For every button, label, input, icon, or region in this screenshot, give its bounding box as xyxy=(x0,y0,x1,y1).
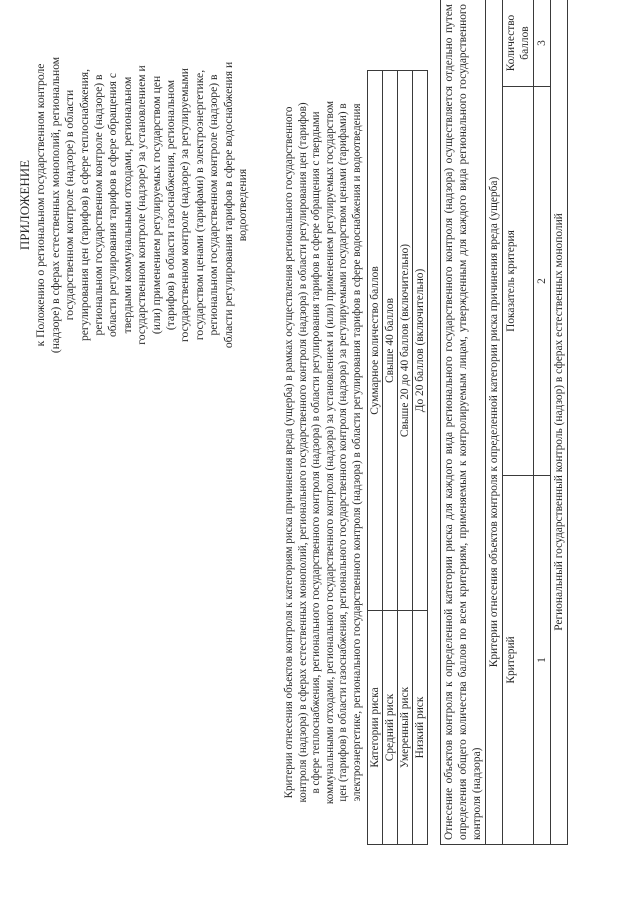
criteria-title-line: в сфере теплоснабжения, регионального государственного контроля (надзора) в области регулирования тарифов в сфере обращения с твердыми xyxy=(310,111,323,794)
criteria-title-line: Критерии отнесения объектов контроля к категориям риска причинения вреда (ущерба) в рамках осуществления регионального государственного xyxy=(283,106,295,799)
criteria-title xyxy=(283,30,365,875)
criteria-subsection: Региональный государственный контроль (надзор) в сферах естественных монополий xyxy=(551,0,568,845)
table-row xyxy=(441,0,486,845)
table-header-cell: Критерий xyxy=(503,476,534,845)
appendix-line: твердыми коммунальными отходами, региональном xyxy=(120,76,134,334)
appendix-line: (или) применением регулируемых государством цен xyxy=(149,75,163,335)
table-header-cell: Категории риска xyxy=(368,611,383,845)
appendix-line: области регулирования тарифов в сфере обращения с xyxy=(106,72,120,338)
table-row xyxy=(534,0,551,845)
table-cell: Средний риск xyxy=(383,611,398,845)
risk-category-table xyxy=(367,70,428,845)
table-cell: 1 xyxy=(534,476,551,845)
criteria-title-line: электроэнергетике, регионального государственного контроля (надзора) в области регулирования тарифов в сфере водоснабжения и водоотведения xyxy=(350,103,363,802)
appendix-line: области регулирования тарифов в сфере водоснабжения и xyxy=(221,61,235,349)
table-row xyxy=(398,71,413,845)
criteria-title-line: коммунальными отходами, регионального государственного контроля (надзора) за установлением и (или) применением регулируемых государством xyxy=(323,100,336,805)
appendix-line: региональном государственном контроле (надзоре) в xyxy=(92,74,106,336)
appendix-line: регулирования цен (тарифов) в сфере теплоснабжения, xyxy=(77,68,91,342)
table-row xyxy=(413,71,428,845)
appendix-line: государственном контроле (надзоре) в области xyxy=(63,89,77,321)
appendix-line: государственном контроле (надзоре) за регулируемыми xyxy=(178,68,192,342)
appendix-line: к Положению о региональном государственном контроле xyxy=(34,63,48,347)
table-row xyxy=(383,71,398,845)
appendix-line: (тарифов) в области газоснабжения, региональном xyxy=(164,79,178,331)
appendix-heading: ПРИЛОЖЕНИЕ xyxy=(17,159,32,251)
appendix-line: государственном контроле (надзоре) за установлением и xyxy=(135,65,149,345)
criteria-table xyxy=(440,0,568,845)
appendix-line: региональном государственном контроле (надзоре) в xyxy=(207,74,221,336)
table-cell: Свыше 20 до 40 баллов (включительно) xyxy=(398,71,413,611)
table-header-cell: Количество баллов xyxy=(503,0,534,87)
criteria-title-line: контроля (надзора) в сферах естественных монополий, регионального государственного контроля (надзора) в области регулирования цен (тарифов) xyxy=(296,102,309,803)
table-cell: До 20 баллов (включительно) xyxy=(413,71,428,611)
criteria-title-line: цен (тарифов) в области газоснабжения, регионального государственного контроля (надзора) за регулируемыми государством ценами (тарифами) в xyxy=(337,103,350,802)
table-cell: Свыше 40 баллов xyxy=(383,71,398,611)
appendix-line: (надзоре) в сферах естественных монополий, региональном xyxy=(48,56,62,354)
criteria-section-title: Критерии отнесения объектов контроля к определенной категории риска причинения вреда (ущерба) xyxy=(486,0,503,845)
table-cell: 3 xyxy=(534,0,551,87)
table-cell: 2 xyxy=(534,87,551,476)
table-row xyxy=(486,0,503,845)
appendix-header xyxy=(18,15,251,395)
table-row xyxy=(368,71,383,845)
table-cell: Умеренный риск xyxy=(398,611,413,845)
table-header-cell: Показатель критерия xyxy=(503,87,534,476)
criteria-intro-cell: Отнесение объектов контроля к определенной категории риска для каждого вида регионального государственного контроля (надзора) осуществляется отдельно путем определения общего количества баллов по всем критериям, применяемым к контролируемым лицам, утвержденным для каждого вида регионального государственного контроля (надзора) xyxy=(441,0,486,845)
table-row xyxy=(503,0,534,845)
appendix-line: водоотведения xyxy=(236,168,250,242)
table-header-cell: Суммарное количество баллов xyxy=(368,71,383,611)
table-cell: Низкий риск xyxy=(413,611,428,845)
table-row xyxy=(551,0,568,845)
appendix-line: государством ценами (тарифами) в электроэнергетике, xyxy=(192,69,206,341)
